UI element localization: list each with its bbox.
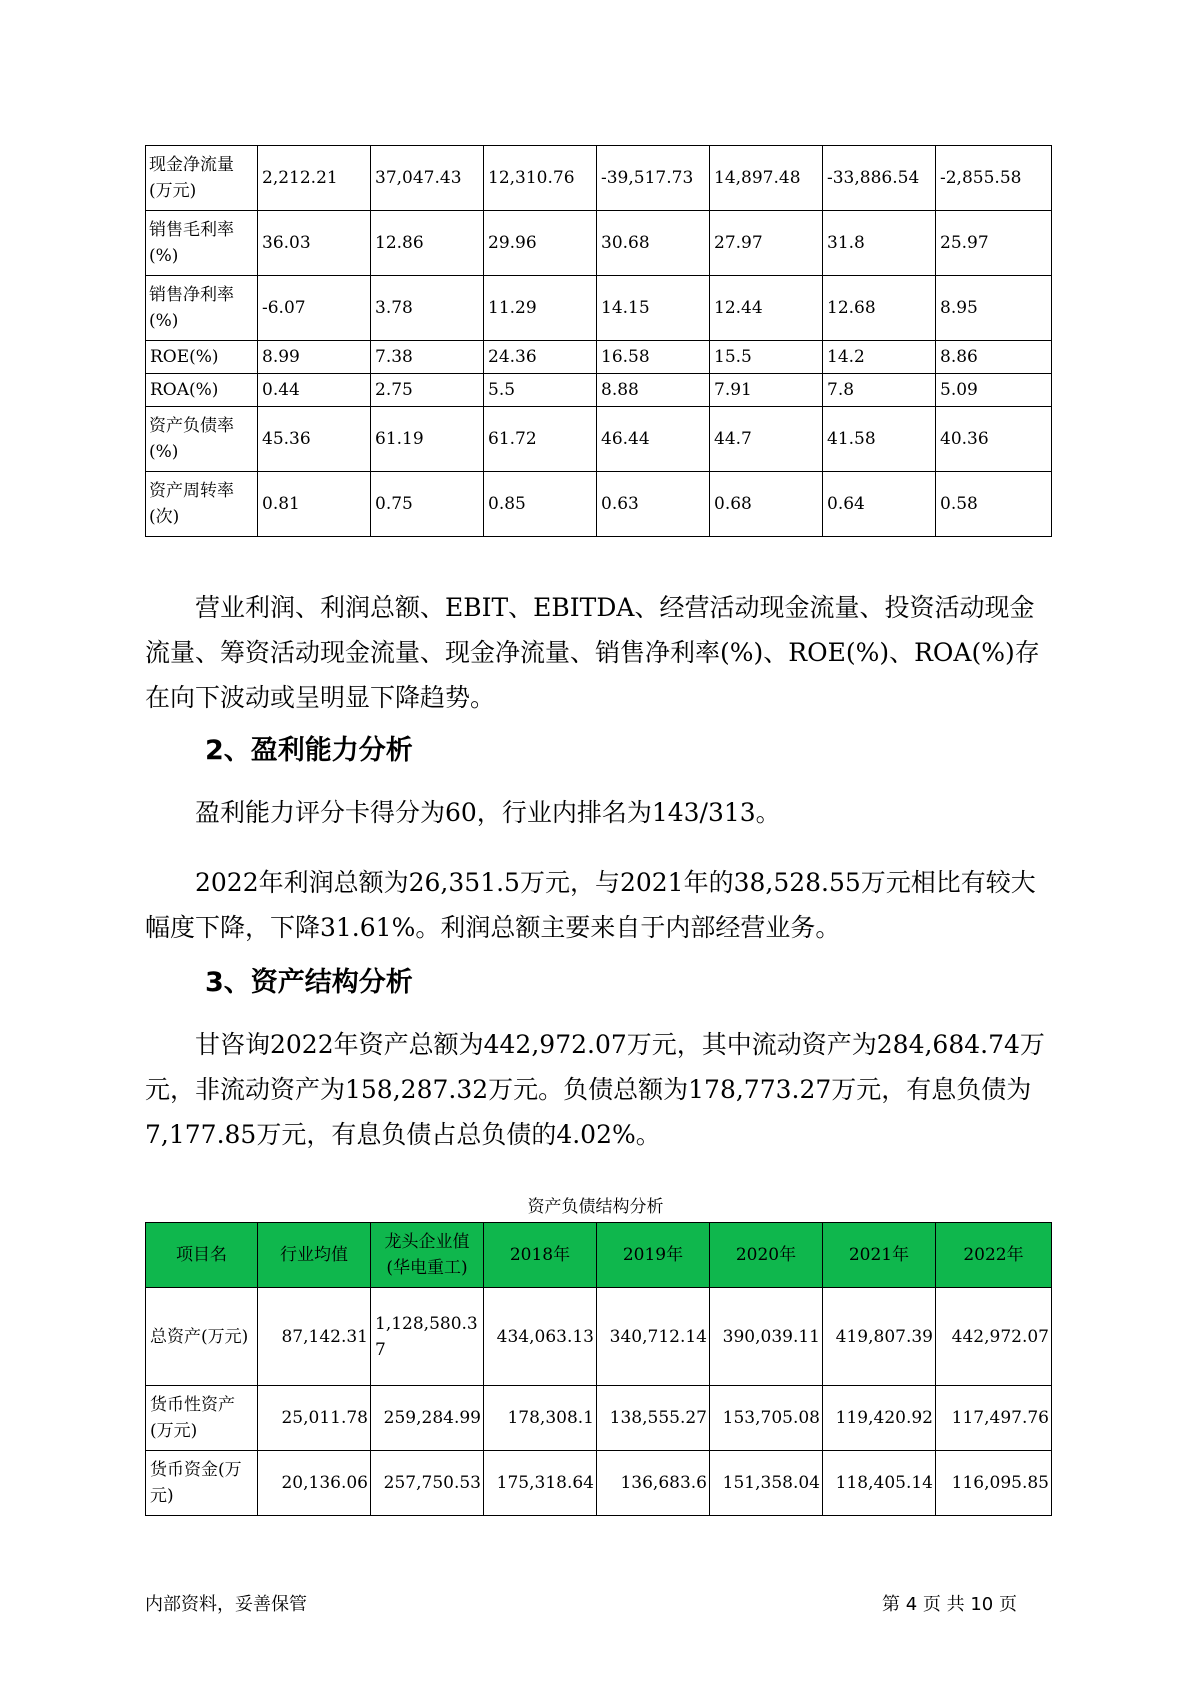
table-cell: 11.29 — [484, 276, 597, 341]
table-cell: 61.19 — [371, 407, 484, 472]
column-header: 2018年 — [484, 1223, 597, 1288]
table-cell: 46.44 — [597, 407, 710, 472]
table-cell: -33,886.54 — [823, 146, 936, 211]
table-cell: -6.07 — [258, 276, 371, 341]
table-cell: 118,405.14 — [823, 1451, 936, 1516]
column-header: 项目名 — [146, 1223, 258, 1288]
table-row — [146, 1386, 1052, 1451]
table-cell: 178,308.1 — [484, 1386, 597, 1451]
table-cell: 16.58 — [597, 341, 710, 374]
table-cell: 0.63 — [597, 472, 710, 537]
column-header: 2019年 — [597, 1223, 710, 1288]
table-cell: 7.38 — [371, 341, 484, 374]
table-cell: 36.03 — [258, 211, 371, 276]
table-cell: 442,972.07 — [936, 1288, 1052, 1386]
table-cell: 0.58 — [936, 472, 1052, 537]
row-label: 现金净流量(万元) — [146, 146, 258, 211]
table-row — [146, 341, 1052, 374]
table-cell: 151,358.04 — [710, 1451, 823, 1516]
table-cell: 0.81 — [258, 472, 371, 537]
asset-liability-table — [145, 1222, 1052, 1516]
trend-paragraph: 营业利润、利润总额、EBIT、EBITDA、经营活动现金流量、投资活动现金流量、筹资活动现金流量、现金净流量、销售净利率(%)、ROE(%)、ROA(%)存在向下波动或呈明显下降趋势。 — [145, 593, 1040, 712]
table-cell: 5.09 — [936, 374, 1052, 407]
row-label: 销售净利率(%) — [146, 276, 258, 341]
table-caption: 资产负债结构分析 — [527, 1197, 664, 1217]
table-cell: 0.68 — [710, 472, 823, 537]
table-cell: 0.64 — [823, 472, 936, 537]
table-cell: 61.72 — [484, 407, 597, 472]
table-row — [146, 276, 1052, 341]
column-header: 龙头企业值(华电重工) — [371, 1223, 484, 1288]
table-cell: 0.44 — [258, 374, 371, 407]
table-cell: 25,011.78 — [258, 1386, 371, 1451]
row-label: 资产周转率(次) — [146, 472, 258, 537]
row-label: ROA(%) — [146, 374, 258, 407]
table-cell: 419,807.39 — [823, 1288, 936, 1386]
table-cell: 45.36 — [258, 407, 371, 472]
column-header: 2022年 — [936, 1223, 1052, 1288]
table-cell: 14,897.48 — [710, 146, 823, 211]
asset-structure-paragraph: 甘咨询2022年资产总额为442,972.07万元，其中流动资产为284,684.74万元，非流动资产为158,287.32万元。负债总额为178,773.27万元，有息负债为7,177.85万元，有息负债占总负债的4.02%。 — [145, 1030, 1045, 1149]
table-cell: 340,712.14 — [597, 1288, 710, 1386]
table-cell: 257,750.53 — [371, 1451, 484, 1516]
financial-ratio-table — [145, 145, 1052, 537]
row-label: ROE(%) — [146, 341, 258, 374]
table-cell: 12.86 — [371, 211, 484, 276]
row-label: 总资产(万元) — [146, 1288, 258, 1386]
table-cell: 14.2 — [823, 341, 936, 374]
table-cell: 31.8 — [823, 211, 936, 276]
table-cell: 2.75 — [371, 374, 484, 407]
table-cell: 153,705.08 — [710, 1386, 823, 1451]
table-cell: 0.85 — [484, 472, 597, 537]
table-cell: 30.68 — [597, 211, 710, 276]
table-cell: 259,284.99 — [371, 1386, 484, 1451]
row-label: 货币资金(万元) — [146, 1451, 258, 1516]
table-cell: 12.68 — [823, 276, 936, 341]
table-cell: 390,039.11 — [710, 1288, 823, 1386]
table-row — [146, 146, 1052, 211]
row-label: 货币性资产(万元) — [146, 1386, 258, 1451]
column-header: 2021年 — [823, 1223, 936, 1288]
table-cell: 87,142.31 — [258, 1288, 371, 1386]
table-cell: 7.91 — [710, 374, 823, 407]
footer-page-number: 第 4 页 共 10 页 — [882, 1594, 1017, 1615]
table-cell: 8.95 — [936, 276, 1052, 341]
table-cell: 434,063.13 — [484, 1288, 597, 1386]
section-heading-asset-structure: 3、资产结构分析 — [205, 967, 413, 998]
table-cell: 12.44 — [710, 276, 823, 341]
table-cell: 0.75 — [371, 472, 484, 537]
table-cell: 27.97 — [710, 211, 823, 276]
table-cell: 20,136.06 — [258, 1451, 371, 1516]
table-row — [146, 472, 1052, 537]
column-header: 行业均值 — [258, 1223, 371, 1288]
table-row — [146, 374, 1052, 407]
table-cell: -2,855.58 — [936, 146, 1052, 211]
table-cell: 3.78 — [371, 276, 484, 341]
table-cell: 8.99 — [258, 341, 371, 374]
table-cell: 175,318.64 — [484, 1451, 597, 1516]
table-cell: 119,420.92 — [823, 1386, 936, 1451]
footer-confidential-note: 内部资料，妥善保管 — [145, 1594, 307, 1615]
table-header-row — [146, 1223, 1052, 1288]
table-cell: 116,095.85 — [936, 1451, 1052, 1516]
column-header: 2020年 — [710, 1223, 823, 1288]
table-row — [146, 1288, 1052, 1386]
table-cell: 44.7 — [710, 407, 823, 472]
table-cell: 8.88 — [597, 374, 710, 407]
section-heading-profitability: 2、盈利能力分析 — [205, 735, 413, 766]
table-cell: 138,555.27 — [597, 1386, 710, 1451]
table-cell: 14.15 — [597, 276, 710, 341]
profit-paragraph: 2022年利润总额为26,351.5万元，与2021年的38,528.55万元相比有较大幅度下降，下降31.61%。利润总额主要来自于内部经营业务。 — [145, 868, 1036, 942]
table-row — [146, 1451, 1052, 1516]
table-row — [146, 211, 1052, 276]
table-cell: 37,047.43 — [371, 146, 484, 211]
table-cell: 8.86 — [936, 341, 1052, 374]
table-cell: 29.96 — [484, 211, 597, 276]
table-cell: 24.36 — [484, 341, 597, 374]
table-cell: 117,497.76 — [936, 1386, 1052, 1451]
row-label: 资产负债率(%) — [146, 407, 258, 472]
table-cell: 15.5 — [710, 341, 823, 374]
table-cell: -39,517.73 — [597, 146, 710, 211]
table-cell: 7.8 — [823, 374, 936, 407]
row-label: 销售毛利率(%) — [146, 211, 258, 276]
table-cell: 40.36 — [936, 407, 1052, 472]
profitability-score-paragraph: 盈利能力评分卡得分为60，行业内排名为143/313。 — [195, 798, 781, 827]
table-cell: 5.5 — [484, 374, 597, 407]
table-cell: 136,683.6 — [597, 1451, 710, 1516]
table-cell: 2,212.21 — [258, 146, 371, 211]
table-cell: 12,310.76 — [484, 146, 597, 211]
table-cell: 25.97 — [936, 211, 1052, 276]
table-row — [146, 407, 1052, 472]
table-cell: 41.58 — [823, 407, 936, 472]
table-cell: 1,128,580.37 — [371, 1288, 484, 1386]
